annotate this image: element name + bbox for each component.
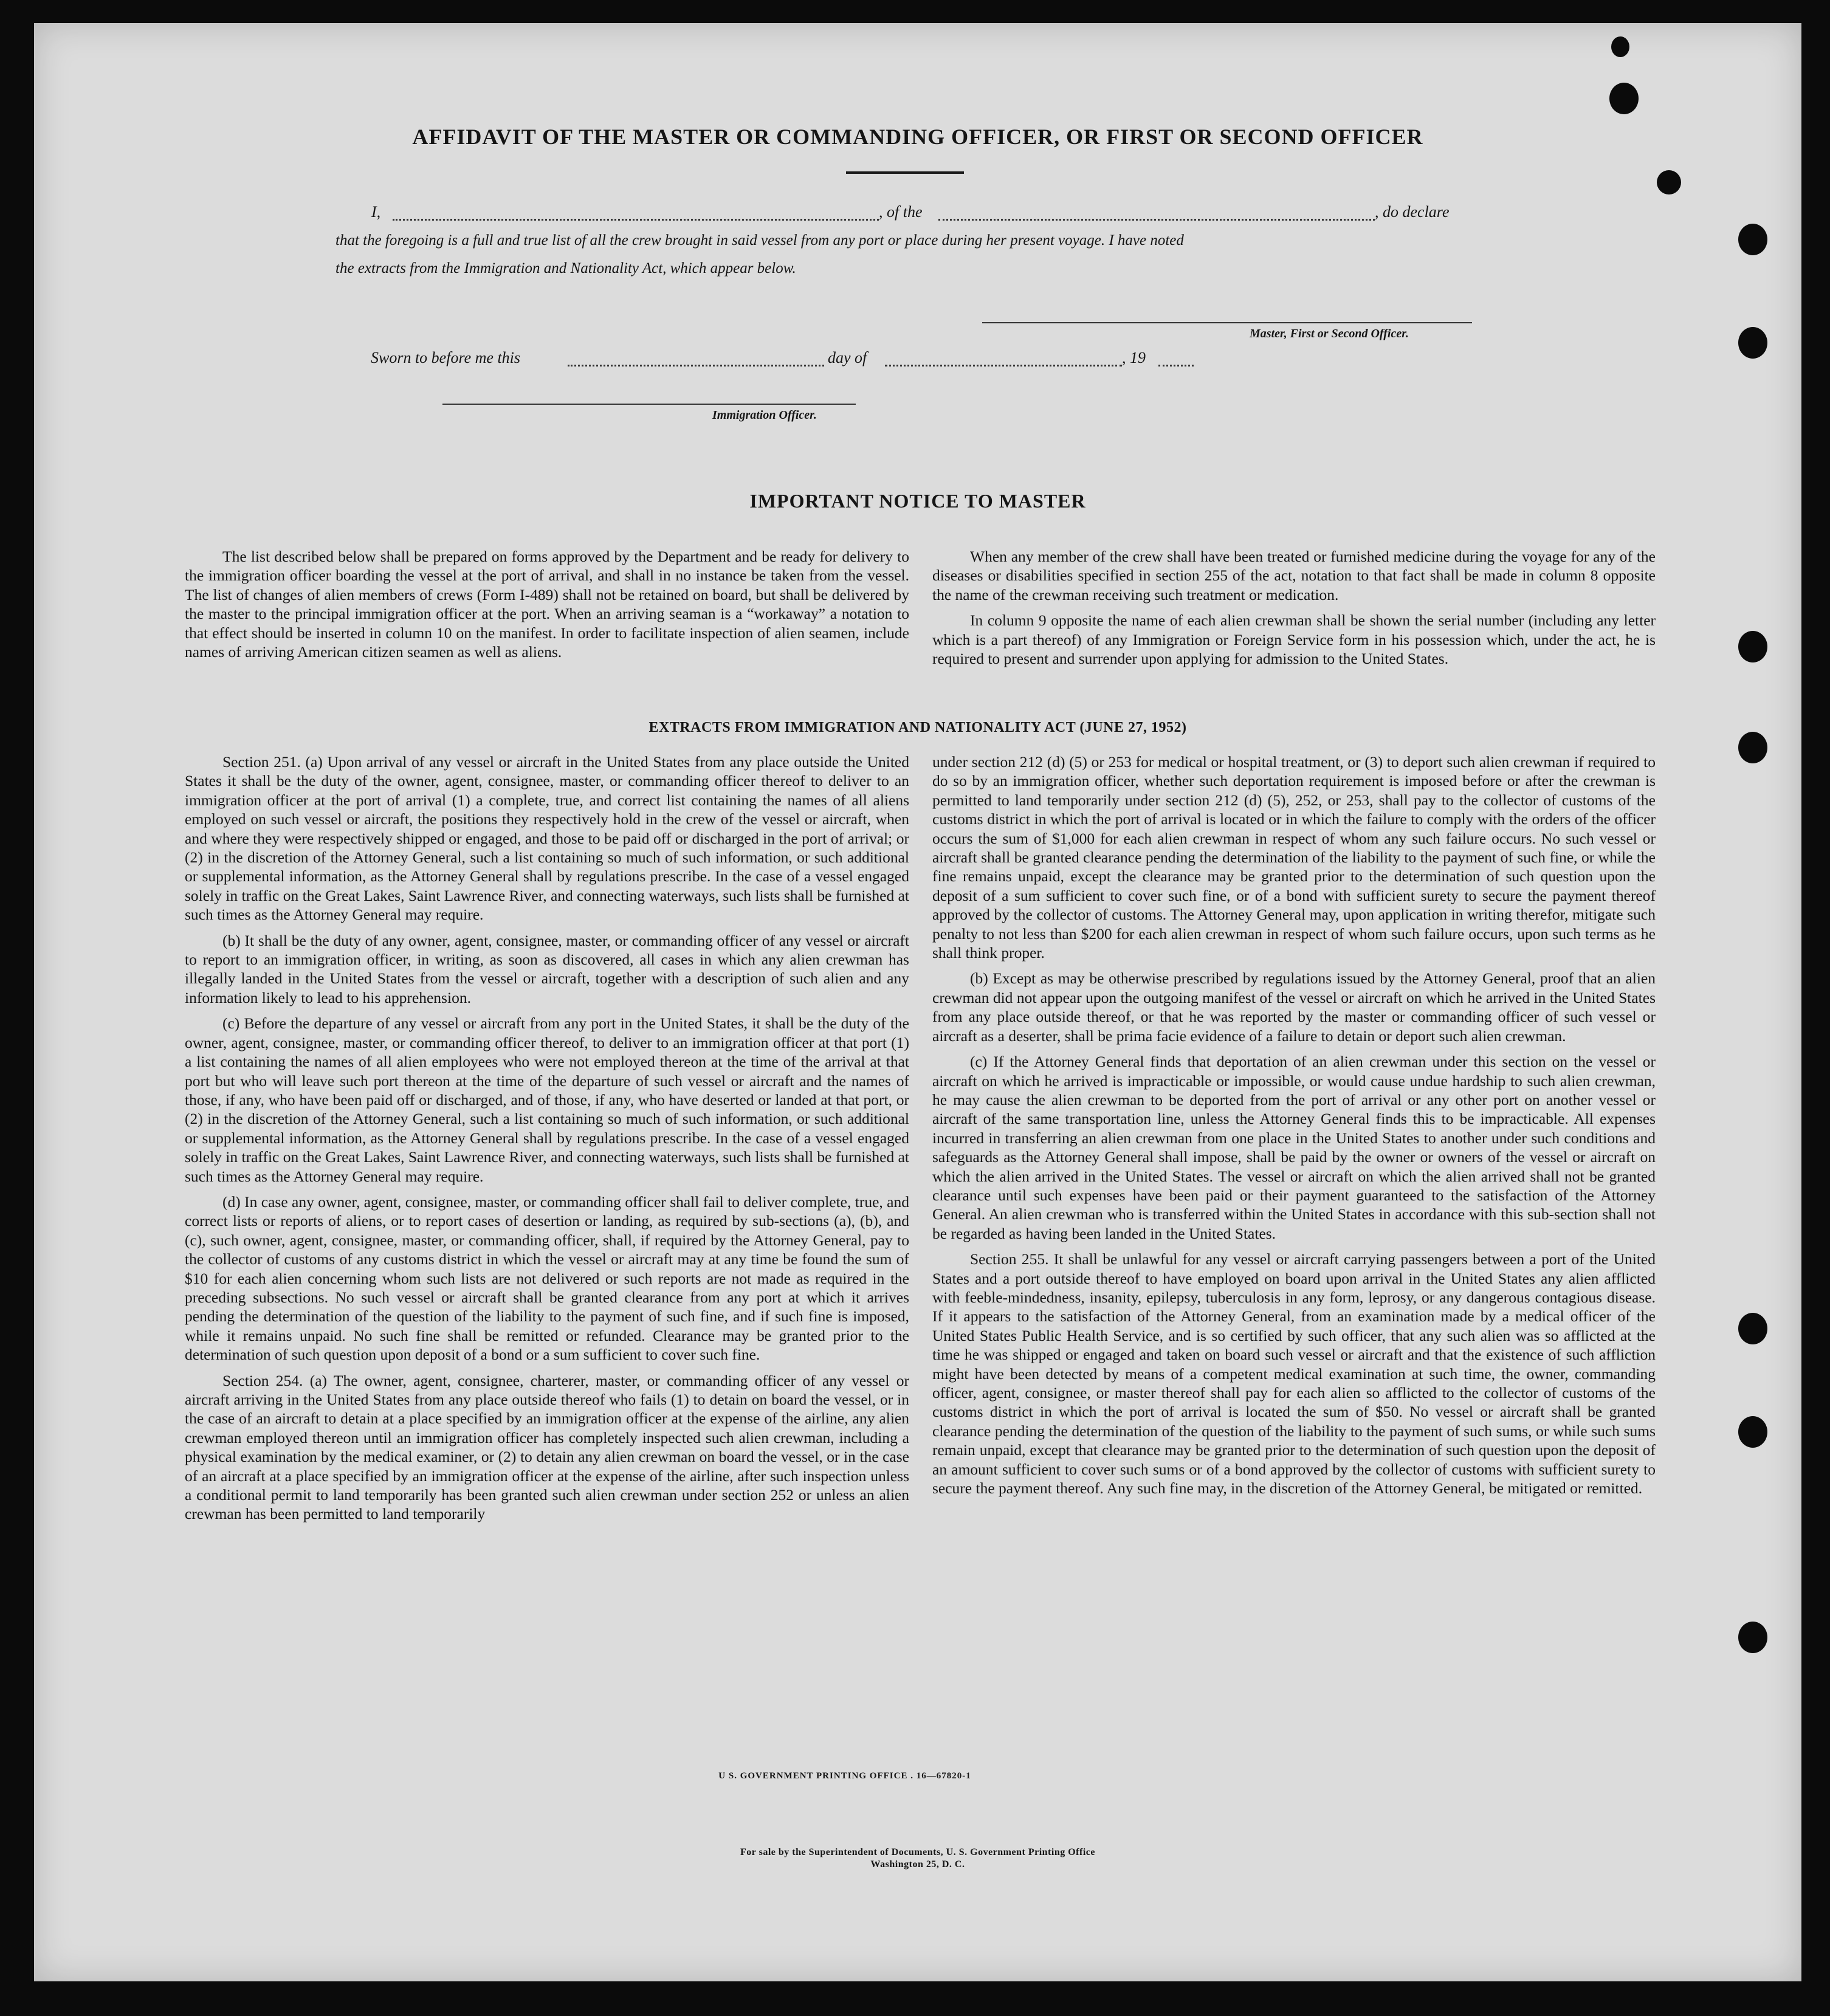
binder-hole — [1609, 83, 1639, 114]
officer-signature-line[interactable] — [442, 404, 856, 405]
binder-hole — [1738, 732, 1767, 763]
extract-paragraph: Section 251. (a) Upon arrival of any vessel or aircraft in the United States from any place outside the United States it shall be the duty of the owner, agent, consignee, master, or commanding officer thereof to deliver to an immigration officer at the port of arrival (1) a complete, true, and correct list containing the names of all aliens employed on such vessel or aircraft, the positions they respectively hold in the crew of the vessel or aircraft, when and where they were respectively shipped or engaged, and those to be paid off or discharged in the port of arrival; or (2) in the discretion of the Attorney General, such a list containing so much of such information, or such additional or supplemental information, as the Attorney General shall by regulations prescribe. In the case of a vessel engaged solely in traffic on the Great Lakes, Saint Lawrence River, and connecting waterways, such lists shall be furnished at such times as the Attorney General may require. — [185, 753, 909, 924]
title-rule — [846, 171, 964, 174]
notice-paragraph: When any member of the crew shall have been treated or furnished medicine during the voyage for any of the diseases or disabilities specified in section 255 of the act, notation to that fact shall be made in column 8 opposite the name of the crewman receiving such treatment or medication. — [932, 548, 1656, 604]
binder-hole — [1611, 36, 1629, 57]
declarant-name-field[interactable] — [393, 219, 879, 221]
binder-hole — [1738, 224, 1767, 255]
binder-hole — [1738, 1622, 1767, 1653]
binder-hole — [1738, 1313, 1767, 1344]
master-signature-caption: Master, First or Second Officer. — [1250, 327, 1409, 340]
declaration-statement-2: the extracts from the Immigration and Nationality Act, which appear below. — [335, 260, 796, 277]
sale-line-2: Washington 25, D. C. — [870, 1859, 965, 1870]
sworn-day-field[interactable] — [568, 365, 824, 366]
binder-hole — [1738, 327, 1767, 359]
affidavit-title: AFFIDAVIT OF THE MASTER OR COMMANDING OFFICER, OR FIRST OR SECOND OFFICER — [412, 125, 1423, 149]
binder-hole — [1738, 631, 1767, 662]
master-signature-line[interactable] — [982, 322, 1472, 323]
sworn-year: , 19 — [1122, 349, 1146, 366]
extract-paragraph: (c) If the Attorney General finds that deportation of an alien crewman under this section on the vessel or aircraft on which he arrived is impracticable or impossible, or would cause undue hardship to such alien crewman, he may cause the alien crewman to be deported from the port of arrival or any other port on another vessel or aircraft of the same transportation line, unless the Attorney General finds this to be impracticable. All expenses incurred in transferring an alien crewman from one place in the United States to another under such conditions and safeguards as the Attorney General shall impose, shall be paid by the owner or owners of the vessel or aircraft on which the alien arrived in the United States. The vessel or aircraft on which the alien arrived shall not be granted clearance until such expenses have been paid or their payment guaranteed to the satisfaction of the Attorney General. An alien crewman who is transferred within the United States in accordance with this sub-section shall not be regarded as having been landed in the United States. — [932, 1053, 1656, 1242]
sworn-prefix: Sworn to before me this — [371, 349, 521, 366]
notice-left-column — [185, 547, 909, 668]
extract-paragraph: (d) In case any owner, agent, consignee, master, or commanding officer shall fail to deliver complete, true, and correct lists or reports of aliens, or to report cases of desertion or landing, as required by sub-sections (a), (b), and (c), such owner, agent, consignee, master, or commanding officer, shall, if required by the Attorney General, pay to the collector of customs of any customs district in which the vessel or aircraft may at any time be found the sum of $10 for each alien concerning whom such lists are not delivered or such reports are not made as required in the preceding subsections. No such vessel or aircraft shall be granted clearance from any port at which it arrives pending the determination of the question of the liability to the payment of such fine, and if such fine is imposed, while it remains unpaid. No such fine shall be remitted or refunded. Clearance may be granted prior to the determination of such question upon deposit of a bond or a sum sufficient to cover such fine. — [185, 1192, 909, 1364]
declare-prefix: I, — [371, 203, 381, 221]
extract-paragraph: (b) It shall be the duty of any owner, agent, consignee, master, or commanding officer of any vessel or aircraft to report to an immigration officer, in writing, as soon as discovered, all cases in which any alien crewman has illegally landed in the United States from the vessel or aircraft, together with a description of such alien and any information likely to lead to his apprehension. — [185, 931, 909, 1006]
sworn-year-field[interactable] — [1158, 365, 1194, 366]
extracts-left-column — [185, 752, 909, 1530]
officer-signature-caption: Immigration Officer. — [712, 408, 817, 422]
notice-paragraph: In column 9 opposite the name of each alien crewman shall be shown the serial number (including any letter which is a part thereof) of any Immigration or Foreign Service form in his possession which, under the act, he is required to present and surrender upon applying for admission to the United States. — [932, 611, 1656, 668]
notice-title: IMPORTANT NOTICE TO MASTER — [749, 490, 1086, 512]
sale-line-1: For sale by the Superintendent of Documents, U. S. Government Printing Office — [740, 1847, 1095, 1857]
sworn-day-of: day of — [828, 349, 867, 366]
extract-paragraph: (b) Except as may be otherwise prescribed by regulations issued by the Attorney General, proof that an alien crewman did not appear upon the outgoing manifest of the vessel or aircraft on which he arrived in the United States from any place outside thereof, or that he was reported by the master or commanding officer of such vessel or aircraft as a deserter, shall be prima facie evidence of a failure to detain or deport such alien crewman. — [932, 969, 1656, 1045]
extracts-title: EXTRACTS FROM IMMIGRATION AND NATIONALITY ACT (JUNE 27, 1952) — [648, 720, 1187, 735]
extract-paragraph: Section 254. (a) The owner, agent, consignee, charterer, master, or commanding officer of any vessel or aircraft arriving in the United States from any place outside thereof who fails (1) to detain on board the vessel, or in the case of an aircraft to detain at a place specified by an immigration officer at the expense of the airline, any alien crewman employed thereon until an immigration officer has completely inspected such alien crewman, including a physical examination by the medical examiner, or (2) to detain any alien crewman on board the vessel, or in the case of an aircraft at a place specified by an immigration officer at the expense of the airline, after such inspection unless a conditional permit to land temporarily has been granted such alien crewman under section 252 or unless an alien crewman has been permitted to land temporarily — [185, 1371, 909, 1523]
declare-suffix: , do declare — [1375, 203, 1450, 221]
form-page — [34, 23, 1801, 1981]
vessel-name-field[interactable] — [938, 219, 1375, 221]
notice-paragraph: The list described below shall be prepared on forms approved by the Department and be ready for delivery to the immigration officer boarding the vessel at the port of arrival, and shall in no instance be taken from the vessel. The list of changes of alien members of crews (Form I-489) shall not be retained on board, but shall be delivered by the master to the principal immigration officer at the port. When an arriving seaman is a “workaway” a notation to that effect should be inserted in column 10 on the manifest. In order to facilitate inspection of alien seamen, include names of arriving American citizen seamen as well as aliens. — [185, 548, 909, 661]
extract-paragraph: under section 212 (d) (5) or 253 for medical or hospital treatment, or (3) to deport such alien crewman if required to do so by an immigration officer, whether such deportation requirement is imposed before or after the crewman is permitted to land temporarily under section 212 (d) (5), 252, or 253, shall pay to the collector of customs of the customs district in which the port of arrival is located or in which the failure to comply with the orders of the officer occurs the sum of $1,000 for each alien crewman in respect of whom any such failure occurs. No such vessel or aircraft shall be granted clearance pending the determination of the liability to the payment of such fine, or while the fine remains unpaid, except the clearance may be granted prior to the determination of such question upon the deposit of a sum sufficient to cover such fine, or of a bond with sufficient surety to secure the payment thereof approved by the collector of customs. The Attorney General may, upon application in writing therefor, mitigate such penalty to not less than $200 for each alien crewman in respect of whom such failure occurs, upon such terms as he shall think proper. — [932, 753, 1656, 962]
extract-paragraph: (c) Before the departure of any vessel or aircraft from any port in the United States, it shall be the duty of the owner, agent, consignee, master, or commanding officer thereof, to deliver to an immigration officer at that port (1) a list containing the names of all alien employees who were not employed thereon at the time of the arrival at that port but who will leave such port thereon at the time of the departure of such vessel or aircraft and the names of those, if any, who have been paid off or discharged, and of those, if any, who have deserted or landed at that port, or (2) in the discretion of the Attorney General, such a list containing so much of such information, or such additional or supplemental information, as the Attorney General shall by regulations prescribe. In the case of a vessel engaged solely in traffic on the Great Lakes, Saint Lawrence River, and connecting waterways, such lists shall be furnished at such times as the Attorney General may require. — [185, 1014, 909, 1185]
declaration-statement-1: that the foregoing is a full and true list of all the crew brought in said vessel from any port or place during her present voyage. I have noted — [335, 232, 1184, 249]
extracts-right-column — [932, 752, 1656, 1504]
binder-hole — [1657, 170, 1681, 194]
notice-right-column — [932, 547, 1656, 675]
printing-office-line: U S. GOVERNMENT PRINTING OFFICE . 16—67820-1 — [718, 1771, 971, 1781]
binder-hole — [1738, 1416, 1767, 1448]
extract-paragraph: Section 255. It shall be unlawful for any vessel or aircraft carrying passengers between a port of the United States and a port outside thereof to have employed on board upon arrival in the United States any alien afflicted with feeble-mindedness, insanity, epilepsy, tuberculosis in any form, leprosy, or any dangerous contagious disease. If it appears to the satisfaction of the Attorney General, from an examination made by a medical officer of the United States Public Health Service, and is so certified by such officer, that any such alien was so afflicted at the time he was shipped or engaged and taken on board such vessel or aircraft and that the existence of such affliction might have been detected by means of a competent medical examination at such time, the owner, commanding officer, agent, consignee, or master thereof shall pay for each alien so afflicted to the collector of customs of the customs district in which the port of arrival is located the sum of $50. No vessel or aircraft shall be granted clearance pending the determination of the question of the liability to the payment of such sums, or while such sums remain unpaid, except that clearance may be granted prior to the determination of such question upon the deposit of an amount sufficient to cover such sums or of a bond approved by the collector of customs with sufficient surety to secure the payment thereof. Any such fine may, in the discretion of the Attorney General, be mitigated or remitted. — [932, 1250, 1656, 1498]
sworn-month-field[interactable] — [885, 365, 1122, 366]
declare-mid: , of the — [879, 203, 923, 221]
